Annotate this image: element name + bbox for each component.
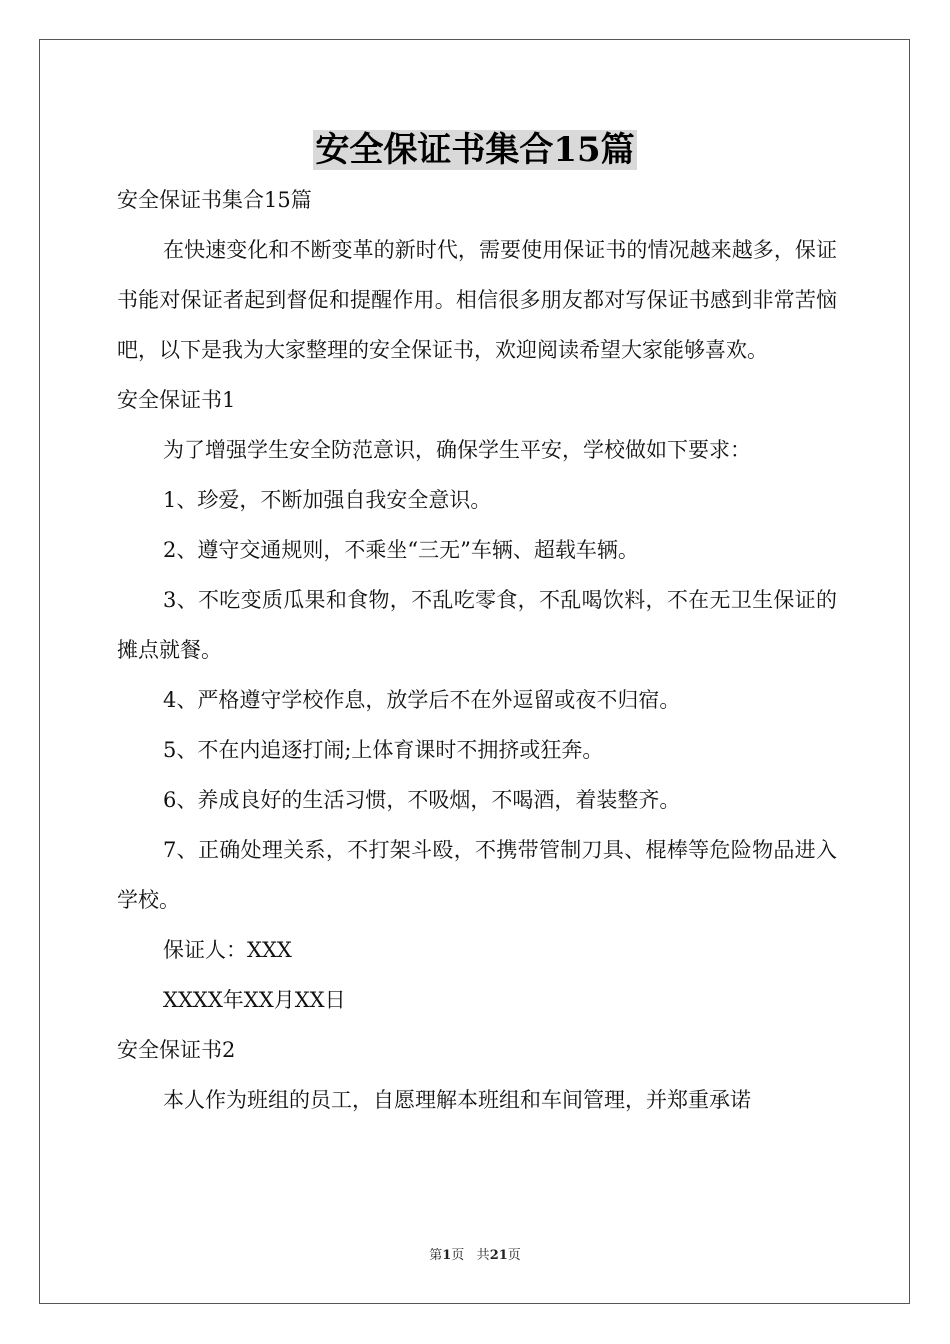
list-item: 3、不吃变质瓜果和食物，不乱吃零食，不乱喝饮料，不在无卫生保证的摊点就餐。 xyxy=(117,588,837,662)
body-paragraph: 在快速变化和不断变革的新时代，需要使用保证书的情况越来越多，保证书能对保证者起到督促和提醒作用。相信很多朋友都对写保证书感到非常苦恼吧，以下是我为大家整理的安全保证书，欢迎阅读希望大家能够喜欢。 xyxy=(117,238,837,362)
signature-line: 保证人：XXX xyxy=(163,938,292,962)
document-title xyxy=(0,124,950,176)
footer-total-suffix: 页 xyxy=(507,1248,521,1263)
page-footer xyxy=(0,1244,950,1263)
date-line: XXXX年XX月XX日 xyxy=(163,988,346,1012)
body-paragraph: 本人作为班组的员工，自愿理解本班组和车间管理，并郑重承诺 xyxy=(163,1088,751,1112)
list-item: 1、珍爱，不断加强自我安全意识。 xyxy=(163,488,492,512)
list-item: 6、养成良好的生活习惯，不吸烟，不喝酒，着装整齐。 xyxy=(163,788,681,812)
section-heading: 安全保证书2 xyxy=(117,1038,236,1062)
section-heading: 安全保证书集合15篇 xyxy=(117,188,312,212)
body-paragraph: 为了增强学生安全防范意识，确保学生平安，学校做如下要求： xyxy=(163,438,751,462)
section-heading: 安全保证书1 xyxy=(117,388,236,412)
footer-total-pages: 21 xyxy=(489,1248,508,1263)
list-item: 7、正确处理关系，不打架斗殴，不携带管制刀具、棍棒等危险物品进入学校。 xyxy=(117,838,837,912)
list-item: 2、遵守交通规则，不乘坐“三无”车辆、超载车辆。 xyxy=(163,538,639,562)
list-item: 5、不在内追逐打闹;上体育课时不拥挤或狂奔。 xyxy=(163,738,604,762)
footer-page-prefix: 第 xyxy=(429,1248,443,1263)
document-body xyxy=(117,175,837,1125)
footer-total-prefix: 共 xyxy=(476,1248,490,1263)
footer-page-number: 1 xyxy=(442,1248,452,1263)
list-item: 4、严格遵守学校作息，放学后不在外逗留或夜不归宿。 xyxy=(163,688,681,712)
footer-page-suffix: 页 xyxy=(451,1248,465,1263)
document-title-text: 安全保证书集合15篇 xyxy=(315,130,635,170)
